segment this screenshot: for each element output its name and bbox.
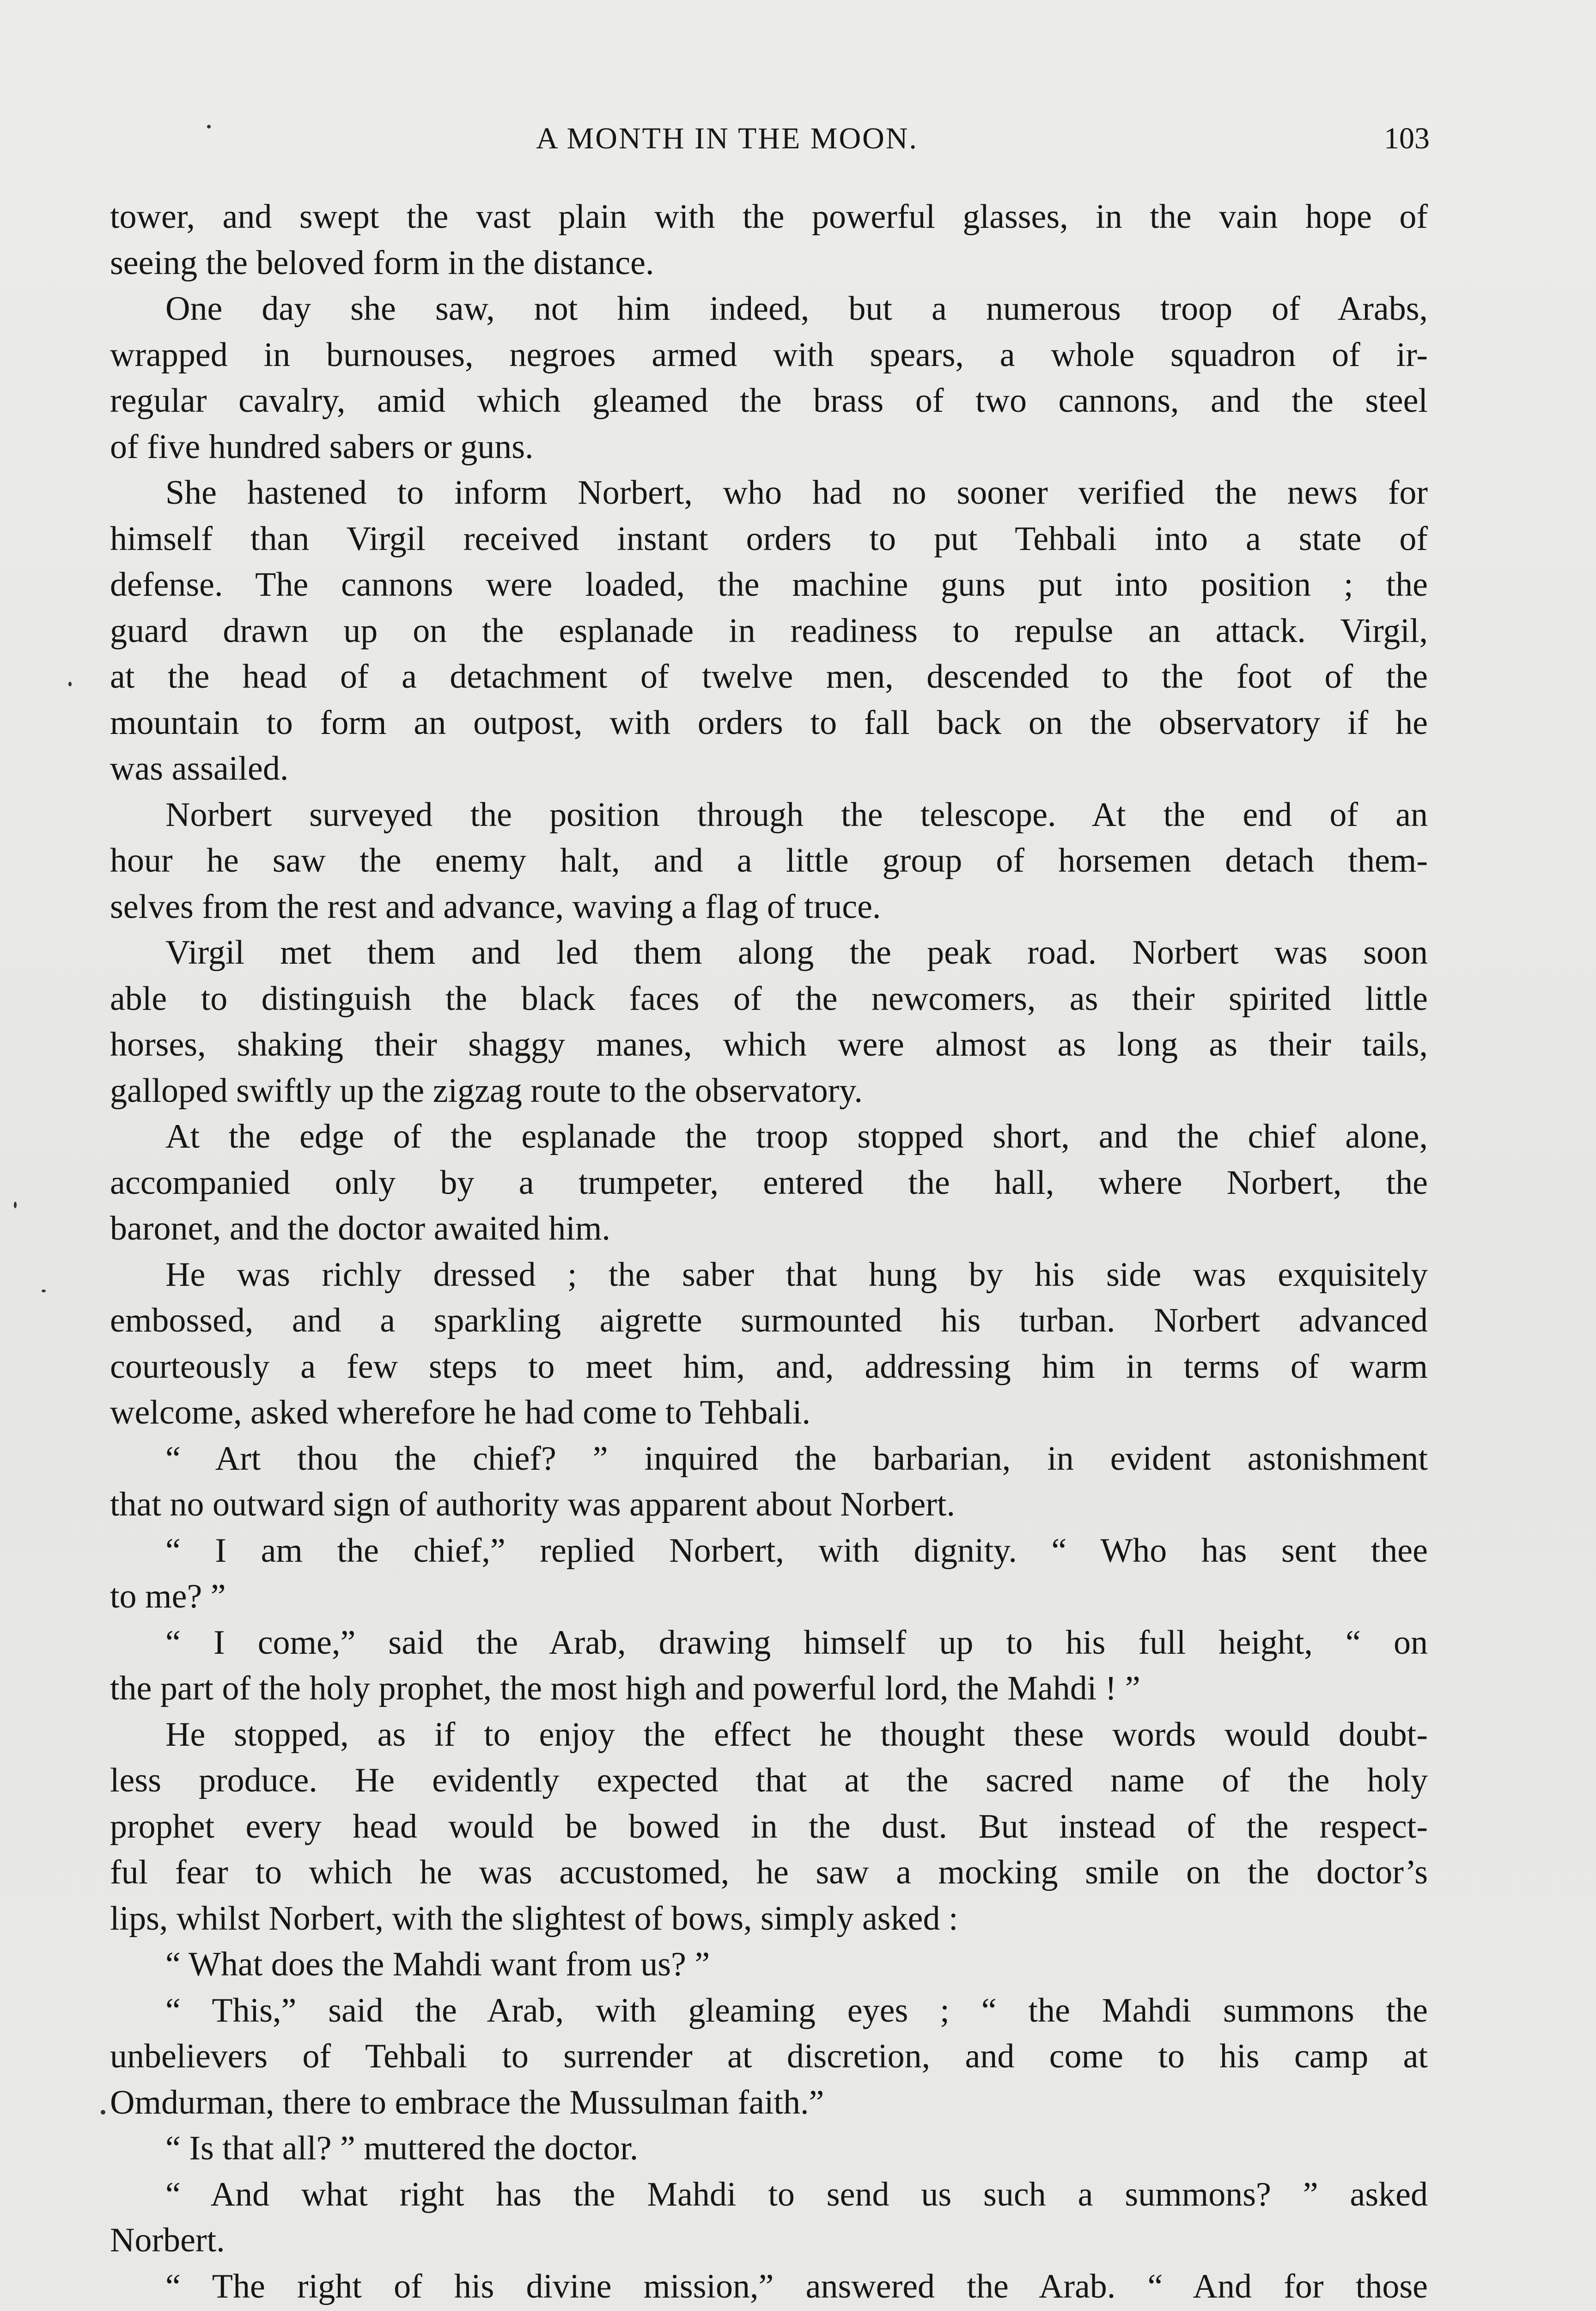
text-line: Norbert surveyed the position through the telescope. At the end of an <box>165 795 1428 834</box>
text-line: horses, shaking their shaggy manes, which were almost as long as their tails, <box>110 1026 1428 1064</box>
text-line: At the edge of the esplanade the troop stopped short, and the chief alone, <box>165 1118 1428 1156</box>
text-line: galloped swiftly up the zigzag route to the observatory. <box>110 1071 863 1110</box>
text-line: hour he saw the enemy halt, and a little group of horsemen detach them- <box>110 842 1428 880</box>
ink-speck <box>14 1202 17 1208</box>
text-line: to me? ” <box>110 1577 226 1615</box>
text-line: was assailed. <box>110 750 289 788</box>
text-line: “ I am the chief,” replied Norbert, with dignity. “ Who has sent thee <box>165 1531 1428 1570</box>
body-text <box>110 194 1428 2311</box>
text-line: wrapped in burnouses, negroes armed with spears, a whole squadron of ir- <box>110 336 1428 374</box>
text-line: the part of the holy prophet, the most high and powerful lord, the Mahdi ! ” <box>110 1669 1140 1707</box>
running-head: A MONTH IN THE MOON. <box>536 122 918 155</box>
text-line: unbelievers of Tehbali to surrender at discretion, and come to his camp at <box>110 2037 1428 2075</box>
ink-speck <box>207 125 211 128</box>
ink-speck <box>101 2110 105 2115</box>
text-line: He was richly dressed ; the saber that hung by his side was exquisitely <box>165 1255 1428 1294</box>
text-line: “ Art thou the chief? ” inquired the barbarian, in evident astonishment <box>165 1439 1428 1478</box>
text-line: that no outward sign of authority was apparent about Norbert. <box>110 1486 955 1523</box>
text-line: tower, and swept the vast plain with the powerful glasses, in the vain hope of <box>110 198 1428 236</box>
text-line: accompanied only by a trumpeter, entered the hall, where Norbert, the <box>110 1163 1428 1202</box>
text-line: Norbert. <box>110 2221 225 2259</box>
text-line: He stopped, as if to enjoy the effect he thought these words would doubt- <box>165 1715 1428 1754</box>
text-line: ful fear to which he was accustomed, he saw a mocking smile on the doctor’s <box>110 1853 1428 1891</box>
text-line: “ And what right has the Mahdi to send us such a summons? ” asked <box>165 2175 1428 2213</box>
text-line: selves from the rest and advance, waving a flag of truce. <box>110 887 881 926</box>
ink-speck <box>68 682 72 686</box>
ink-speck <box>42 1290 46 1292</box>
text-line: seeing the beloved form in the distance. <box>110 244 654 282</box>
text-line: at the head of a detachment of twelve men, descended to the foot of the <box>110 658 1428 696</box>
text-line: able to distinguish the black faces of the newcomers, as their spirited little <box>110 979 1428 1018</box>
text-line: One day she saw, not him indeed, but a numerous troop of Arabs, <box>165 290 1428 328</box>
text-line: embossed, and a sparkling aigrette surmounted his turban. Norbert advanced <box>110 1302 1428 1339</box>
text-line: prophet every head would be bowed in the dust. But instead of the respect- <box>110 1807 1428 1846</box>
text-line: guard drawn up on the esplanade in readiness to repulse an attack. Virgil, <box>110 611 1428 650</box>
text-line: mountain to form an outpost, with orders to fall back on the observatory if he <box>110 703 1428 742</box>
text-line: regular cavalry, amid which gleamed the brass of two cannons, and the steel <box>110 382 1428 420</box>
page-number: 103 <box>1384 122 1430 155</box>
text-line: baronet, and the doctor awaited him. <box>110 1210 610 1247</box>
text-line: “ I come,” said the Arab, drawing himself up to his full height, “ on <box>165 1623 1428 1662</box>
text-line: courteously a few steps to meet him, and, addressing him in terms of warm <box>110 1347 1428 1386</box>
text-line: “ This,” said the Arab, with gleaming eyes ; “ the Mahdi summons the <box>165 1991 1428 2030</box>
text-line: less produce. He evidently expected that at the sacred name of the holy <box>110 1761 1428 1799</box>
text-line: “ The right of his divine mission,” answered the Arab. “ And for those <box>165 2267 1428 2305</box>
text-line: Omdurman, there to embrace the Mussulman faith.” <box>110 2083 824 2121</box>
text-line: himself than Virgil received instant orders to put Tehbali into a state of <box>110 520 1428 558</box>
text-line: defense. The cannons were loaded, the machine guns put into position ; the <box>110 566 1428 604</box>
text-line: “ Is that all? ” muttered the doctor. <box>165 2129 639 2167</box>
text-line: lips, whilst Norbert, with the slightest of bows, simply asked : <box>110 1899 958 1938</box>
text-line: She hastened to inform Norbert, who had no sooner verified the news for <box>165 474 1428 512</box>
text-line: “ What does the Mahdi want from us? ” <box>165 1945 710 1983</box>
page-header <box>0 121 1596 163</box>
text-line: Virgil met them and led them along the peak road. Norbert was soon <box>165 934 1428 972</box>
text-line: welcome, asked wherefore he had come to Tehbali. <box>110 1394 810 1431</box>
text-line: of five hundred sabers or guns. <box>110 428 534 466</box>
